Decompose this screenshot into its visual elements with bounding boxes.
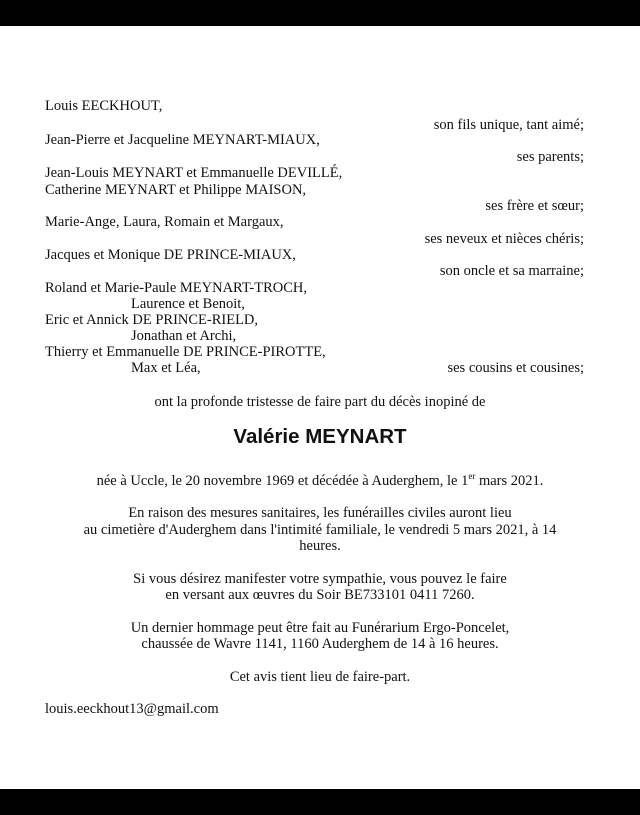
funeral-line: heures. bbox=[299, 538, 341, 554]
family-role: son oncle et sa marraine; bbox=[439, 263, 584, 279]
family-line: Roland et Marie-Paule MEYNART-TROCH, bbox=[45, 280, 307, 296]
tribute-line: chaussée de Wavre 1141, 1160 Auderghem de 14 à 16 heures. bbox=[141, 636, 499, 652]
bottom-black-bar bbox=[0, 789, 640, 815]
contact-email: louis.eeckhout13@gmail.com bbox=[45, 701, 219, 717]
family-role: ses neveux et nièces chéris; bbox=[424, 231, 584, 247]
family-line: Jean-Louis MEYNART et Emmanuelle DEVILLÉ, bbox=[45, 165, 343, 181]
funeral-line: au cimetière d'Auderghem dans l'intimité familiale, le vendredi 5 mars 2021, à 14 bbox=[83, 522, 557, 538]
family-role: ses frère et sœur; bbox=[485, 198, 584, 214]
family-line: Jean-Pierre et Jacqueline MEYNART-MIAUX, bbox=[45, 132, 320, 148]
family-line: Laurence et Benoit, bbox=[131, 296, 245, 312]
ordinal-superscript: er bbox=[468, 471, 476, 482]
family-line: Marie-Ange, Laura, Romain et Margaux, bbox=[45, 214, 284, 230]
tribute-line: Un dernier hommage peut être fait au Funérarium Ergo-Poncelet, bbox=[130, 620, 510, 636]
sympathy-line: en versant aux œuvres du Soir BE733101 0411 7260. bbox=[165, 587, 475, 603]
family-line: Max et Léa, bbox=[131, 360, 201, 376]
family-role: ses cousins et cousines; bbox=[447, 360, 584, 376]
family-line: Thierry et Emmanuelle DE PRINCE-PIROTTE, bbox=[45, 344, 326, 360]
family-line: Jonathan et Archi, bbox=[131, 328, 237, 344]
family-line: Louis EECKHOUT, bbox=[45, 98, 163, 114]
family-role: ses parents; bbox=[516, 149, 584, 165]
notice-text: Cet avis tient lieu de faire-part. bbox=[229, 669, 411, 685]
sympathy-line: Si vous désirez manifester votre sympathie, vous pouvez le faire bbox=[133, 571, 507, 587]
family-line: Catherine MEYNART et Philippe MAISON, bbox=[45, 182, 307, 198]
family-line: Eric et Annick DE PRINCE-RIELD, bbox=[45, 312, 259, 328]
family-line: Jacques et Monique DE PRINCE-MIAUX, bbox=[45, 247, 296, 263]
top-black-bar bbox=[0, 0, 640, 26]
deceased-name: Valérie MEYNART bbox=[233, 425, 407, 448]
announcement-text: ont la profonde tristesse de faire part du décès inopiné de bbox=[154, 394, 486, 410]
family-role: son fils unique, tant aimé; bbox=[433, 117, 584, 133]
birth-death-dates: née à Uccle, le 20 novembre 1969 et décédée à Auderghem, le 1er mars 2021. bbox=[96, 471, 544, 489]
funeral-line: En raison des mesures sanitaires, les funérailles civiles auront lieu bbox=[128, 505, 512, 521]
